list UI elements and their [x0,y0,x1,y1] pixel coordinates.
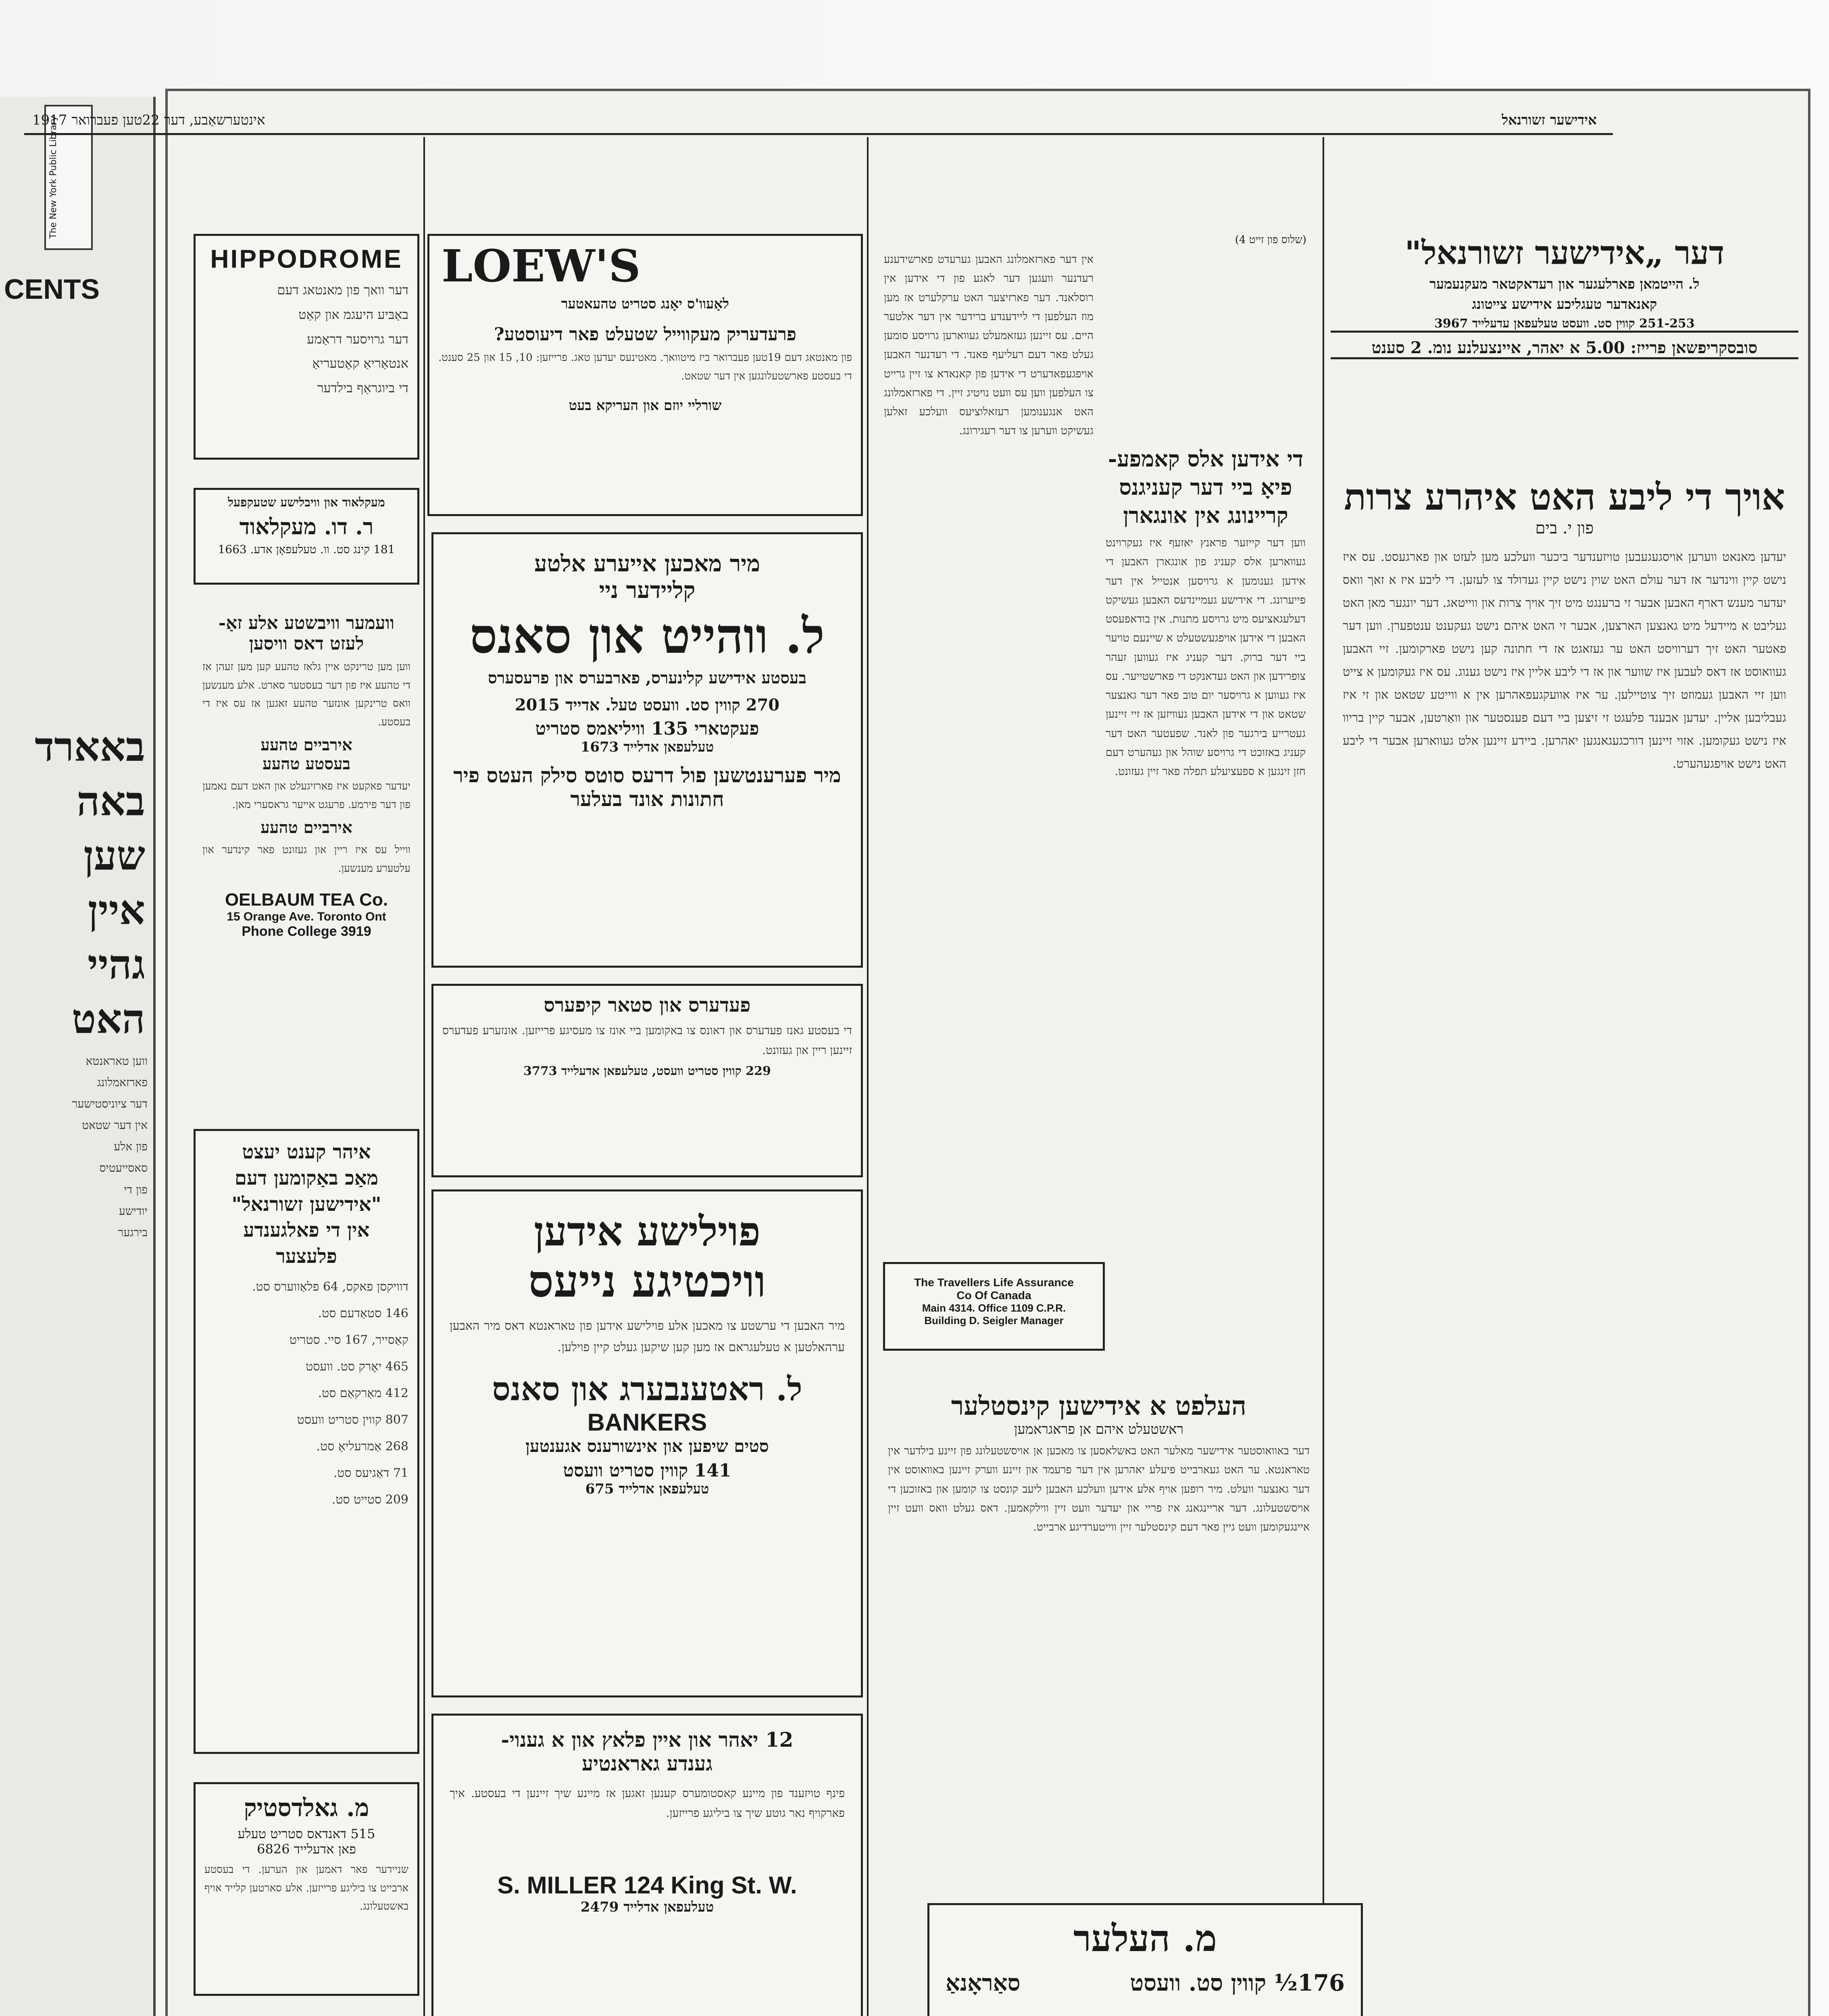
feathers-title: פעדערס און סטאר קיפערס [544,994,751,1016]
white-name: ל. ווהייט און סאנס [469,608,825,664]
outlet-address: 268 אַמרעליאַ סט. [316,1439,408,1454]
outlets-line: אין די פאלגענדע [243,1219,370,1242]
prev-headline: באארד באה שען איין גהיי האט [35,723,145,1043]
feathers-ad [431,984,863,1177]
masthead-sub: ל. הייטמאן פארלעגער און רעדאקטאר מעקנעמער [1429,276,1700,292]
outlet-address: 412 מאַרקאַם סט. [318,1386,408,1400]
goldstick-title: מ. גאלדסטיק [244,1794,369,1822]
tea-name-2: בעסטע טהעע [262,754,350,773]
contest-title: העלפט א אידישען קינסטלער [951,1391,1247,1421]
travellers-line: The Travellers Life Assurance [914,1276,1074,1289]
travellers-line: Main 4314. Office 1109 C.P.R. [922,1302,1066,1314]
rotenberg-bankers-ad [431,1189,863,1697]
hippodrome-line: די ביוגראַף בילדער [317,380,408,396]
miller-shoes-ad [431,1714,863,2016]
goldstick-ad: מ. גאלדסטיק 515 דאנדאס סטריט טעלע פאן אדעלייד 6826 שניידער פאר דאמען און הערען. די בעסטע ארבייט צו ביליגע פרייזען. אלע סארטען קלייד אויף באשטעלונג. [194,1782,419,1996]
outlets-line: מאַכ באַקומען דעם [234,1166,379,1189]
miller-title: 12 יאהר און איין פלאץ און א גענוי- [501,1728,794,1752]
masthead [1331,234,1798,435]
prev-body: ווען טאראנטא פארזאמלונג דער ציוניסטישער אין דער שטאט פון אלע סאסייעטיס פון די יודישע בירגער [72,1054,148,1239]
miller-body: פינף טויזענד פון מיינע קאסטומערס קענען זאגען אז מיינע שיך זיינען די בעסטע. איך פארקויף נאר גוטע שיך צו ביליגע פרייזען. [450,1787,845,1820]
continuation-heading: (שלוס פון זייט 4) [1235,234,1306,246]
tea-ad: וועמער וויבשטע אלע זאַ- לעזט דאס וויסען ווען מען טרינקט איין גלאז טהעע קען מען זעהן אז די טהעע איז פון דער בעסטער סארט. אלע מענשען וואס טרינקען אונזער טהעע זאגען אז עס איז די בעסטע. אירביים טהעע בעסטע טהעע יעדער פאקעט איז פארזיגעלט און האט דעם נאמען פון דער פירמע. פרעגט אייער גראסערי מאן. אירביים טהעע ווייל עס איז ריין און געזונט פאר קינדער און עלטערע מענשען. OELBAUM TEA Co. 15 Orange Ave. Toronto Ont Phone College 3919 [194,613,419,1097]
loews-title: LOEW'S [442,240,641,292]
column-rule [867,137,869,2016]
contest-article [879,1391,1319,1855]
prev-cents-label: CENTS [4,273,100,305]
editorial-body: יעדען מאנאט ווערען אויסגעגעבען טויזענדער ביכער וועלכע מען לעזט און פארגעסט. עס איז נישט קיין ווינדער אז דער עולם האט שוין נישט קיין געדולד צו לעזען. די ליבע איז א זאך וואס יעדער מענש דארף האבען אבער זי ברענגט מיט זיך אויך צרות און ווייטאג. דער יונגער מאן האט געליבט א מיידעל מיט גאנצען הארצען, אבער זי האט איהם נישט געקענט ענטפערן. ווען דער פאטער האט זיך דערוויסט האט ער געזאגט אז די חתונה קען נישט פארקומען. זיי האבען געוואוסט אז דאס לעבען איז שווער און אז די ליבע אליין איז נישט גענוג. עס איז געקומען א צייט ווען זיי האבען געמוזט זיך צוטיילען. ער איז אוועקגעפאהרען אין א ווייטע שטאט און זי איז געבליבען אליין. יעדען אבענד פלעגט זי זיצען ביי דעם פענסטער און וואַרטען, אבער קיין בריוו איז נישט געקומען. אזוי זיינען דורכגעגאנגען יאהרען. ביידע זיינען אלט געווארען אבער די ליבע האט נישט אויפגעהערט. [1342,550,1787,771]
contest-body: דער באוואוסטער אידישער מאלער האט באשלאסען צו מאכען אן אויסשטעלונג פון זיינע בילדער אין טאראנטא. ער האט געארבייט פיעלע יאהרען אין דער פרעמד און זיינע ווערק זיינען באוואוסט אין דער גאנצער וועלט. מיר רופען אויף אלע אידען וועלכע האבען ליעב קונסט צו קומען און באזוכען די אויסשטעלונג. דער אריינגאנג איז פריי און יעדער וועט זיין ווילקאמען. דאס געלט וואס וועט זיין איינגעקומען וועט גיין פאר דעם קינסטלער זיין ווייטערדיגע ארבייט. [888,1445,1310,1533]
bankers-phone: טעלעפאן אדלייד 675 [585,1481,709,1497]
heller-title: מ. העלער [1073,1917,1217,1960]
tea-name-3: אירביים טהעע [260,818,352,837]
loews-headline: פרעדעריק מעקווייל שטעלט פאר דיעוסטע? [494,324,796,345]
editorial-title: אויך די ליבע האט איהרע צרות [1344,476,1785,519]
outlets-line: איהר קענט יעצט [242,1141,371,1163]
mcleod-address: 181 קינג סט. וו. טעלעפאָן אדע. 1663 [218,543,395,556]
white-branch: פעקטארי 135 וויליאמס סטריט [535,719,759,739]
outlet-address: קאַסייר, 167 סיי. סטריט [289,1333,408,1347]
page-header [24,109,1613,135]
heller-watch-ad [927,1903,1363,2016]
heller-address: 176½ קווין סט. וועסט [1130,1970,1345,1996]
masthead-line: קאנאדער טעגליכע אידישע צייטונג [1472,296,1657,312]
mcleod-ad [194,488,419,585]
loews-note: שורליי יוזם און העריקא בעט [569,398,722,414]
bankers-latin: BANKERS [587,1409,707,1436]
miller-phone: טעלעפאן אדלייד 2479 [580,1899,714,1915]
outlets-line: "אידישען זשורנאל" [231,1193,381,1216]
travellers-line: Co Of Canada [956,1289,1031,1302]
travellers-ad [883,1262,1105,1351]
white-subtitle: קליידער ניי [599,577,696,604]
goldstick-line: פאן אדעלייד 6826 [257,1841,356,1857]
masthead-address: 251-253 קווין סט. וועסט טעלעפאן עדעלייד 3967 [1434,317,1695,331]
contest-subtitle: ראשטעלט איהם אן פראגראמען [1014,1421,1184,1437]
tea-title: וועמער וויבשטע אלע זאַ- [218,613,395,633]
mcleod-name: ר. דו. מעקלאוד [239,514,374,539]
loews-ad: LOEW'S לאָעוו'ס יאָנג סטריט טהעאטער פרעדעריק מעקווייל שטעלט פאר דיעוסטע? פון מאנטאג דעם 19טען פעברואר ביז מיטוואך. מאטינעס יעדען טאג. פרייזען: 10, 15 און 25 סענט. די בעסטע פארשטעלונגען אין דער שטאט. שורליי יוזם און העריקא בעט [427,234,863,516]
outlet-address: 807 קווין סטריט וועסט [297,1412,408,1427]
outlet-address: 465 יאָרק סט. וועסט [306,1359,408,1374]
hippodrome-line: אנטאַריאַ קאַטעריאַ [312,356,408,371]
mcleod-title: מעקלאוד און וויבלישע שטעקפעל [228,496,385,510]
middle-title-1: די אידען אלס קאמפע- [1108,446,1304,472]
goldstick-line: 515 דאנדאס סטריט טעלע [237,1826,375,1841]
outlet-address: 146 סטאַדעם סט. [318,1306,408,1320]
bankers-address: 141 קווין סטריט וועסט [563,1460,731,1481]
bankers-name: ל. ראטענבערג און סאנס [492,1370,802,1408]
hippodrome-ad [194,234,419,460]
previous-page-strip [0,97,156,2016]
editorial-article [1331,476,1798,2008]
newspaper-outlets-ad [194,1129,419,1754]
bankers-body: מיר האבען די ערשטע צו מאכען אלע פוילישע אידען פון טאראנטא דאס מיר האבען ערהאלטען א טעלעגראם אז מען קען שיקען געלט קיין פוילען. [450,1319,845,1354]
heller-tag: סאַראָנאַ [946,1970,1021,1996]
library-stamp: The New York Public Library [44,105,93,250]
masthead-price: סובסקריפשאן פרייז: 5.00 א יאהר, איינצעלנע נומ. 2 סענט [1331,331,1798,359]
outlets-line: פלעצער [276,1245,337,1268]
header-date: 1917 אינטערשאַבע, דער 22טען פעברואר [32,112,265,128]
bankers-desc: סטים שיפען און אינשורענס אגענטען [525,1436,769,1456]
middle-title-3: קריינונג אין אונגארן [1123,502,1288,528]
feathers-body: די בעסטע גאנז פעדערס און דאונס צו באקומען ביי אונז צו מעסיגע פרייזען. אונזערע פעדערס זיינען ריין און געזונט. [442,1024,852,1057]
continuation-body: אין דער פארזאמלונג האבען גערעדט פארשידענע רעדנער וועגען דער לאגע פון די אידען אין רוסלאנד. דער פארזיצער האט ערקלערט אז מען מוז העלפען די ליידענדע ברידער אין דער אלטער היים. עס זיינען געזאמעלט געווארען גרויסע סומען געלט פאר דעם רעליעף פאנד. די רעדנער האבען אויפגעפאדערט די אידען פון קאנאדא צו זיין גרייט צו העלפען ווען עס וועט נויטיג זיין. די פארזאמלונג האט אנגענומען רעזאלוציעס וועלכע זאלען געשיקט ווערען צו דער רעגירונג. [884,253,1094,437]
tea-name-1: אירביים טהעע [260,735,352,754]
header-paper-name: אידישער זשורנאל [1502,112,1597,128]
masthead-title: דער „אידישער זשורנאל" [1404,234,1725,272]
middle-title-2: פיאָ ביי דער קעניגנס [1119,474,1292,500]
column-rule [1323,137,1324,2016]
white-phone: טעלעפאן אדלייד 1673 [580,739,714,755]
white-title: מיר מאכען אייערע אלטע [534,550,760,577]
editorial-byline: פון י. בים [1535,519,1594,537]
white-address: 270 קווין סט. וועסט טעל. אדייד 2015 [515,696,780,714]
loews-subtitle: לאָעוו'ס יאָנג סטריט טהעאטער [561,296,729,312]
bankers-headline-2: וויכטיגע נייעס [528,1255,766,1307]
white-sons-ad [431,532,863,968]
tea-subtitle: לעזט דאס וויסען [249,633,364,654]
column-rule [423,137,425,2016]
white-extra: מיר פערענטשען פול דרעס סוטס סילק העטס פיר חתונות אונד בעלער [453,763,841,811]
feathers-address: 229 קווין סטריט וועסט, טעלעפאן אדעלייד 3773 [523,1064,771,1078]
travellers-line: Building D. Seigler Manager [924,1314,1064,1327]
middle-body: ווען דער קייזער פראנץ יאזעף איז געקרוינט געווארען אלס קעניג פון אונגארן האבען די אידען גענומען א גרויסען אנטייל אין דער פייערונג. די אידישע געמיינדעס האבען געשיקט דעלעגאציעס מיט גרויסע מתנות. אין בודאפעסט האבען די אידען אויפגעשטעלט א שיינעם טויער ביי דער ברוק. דער קעניג איז געווען זעהר צופרידען און האט געדאנקט די פארשטייער. עס איז געווען א גרויסער יום טוב פאר דער גאנצער שטאט און די אידען האבען געוויזען אז זיי זיינען געטרייע בירגער פון לאנד. שפעטער האט דער קעניג באזוכט די גרויסע שוהל און געהערט דעם חזן זינגען א ספעציעלע תפלה פאר זיין געזונט. [1106,537,1306,778]
hippodrome-title: HIPPODROME [210,244,403,273]
bankers-headline-1: פוילישע אידען [533,1208,760,1255]
miller-latin: S. MILLER 124 King St. W. [497,1872,797,1899]
outlet-address: 71 דאַגיעס סט. [333,1466,408,1480]
hippodrome-line: באַבּיע היעגמ און קאַט [298,306,408,322]
hippodrome-line: דער גרויסער דראַמע [307,331,408,347]
hippodrome-line: דער וואך פון מאנטאג דעם [277,282,408,298]
outlet-address: 209 סטייט סט. [331,1492,408,1507]
middle-article [875,234,1314,1141]
outlet-address: דוויקסן פאקס, 64 פלאַווערס סט. [252,1279,408,1294]
tea-phone: Phone College 3919 [242,924,371,939]
tea-address: 15 Orange Ave. Toronto Ont [227,910,386,923]
white-desc: בעסטע אידישע קלינערס, פארבערס און פרעסערס [488,669,806,687]
tea-company: OELBAUM TEA Co. [225,890,388,910]
miller-subtitle: גענדע גאראנטיע [582,1752,712,1775]
